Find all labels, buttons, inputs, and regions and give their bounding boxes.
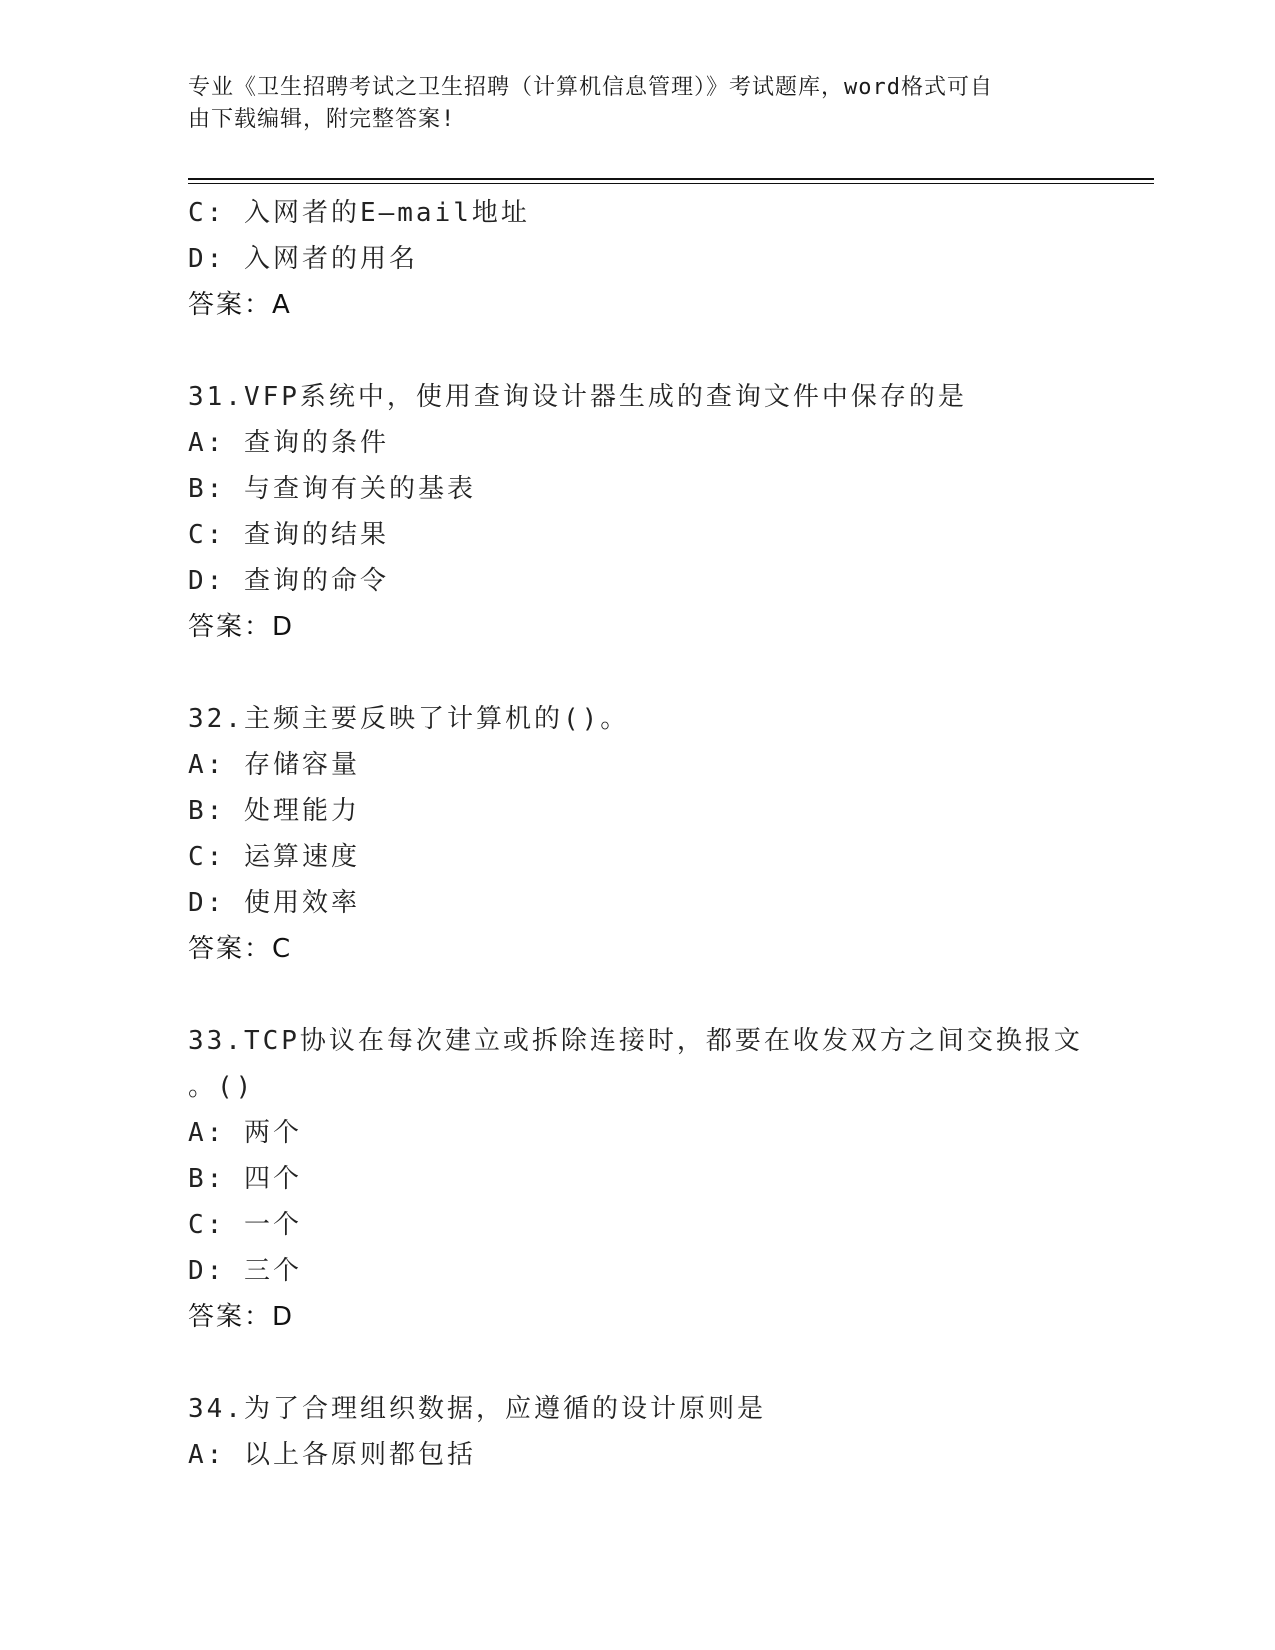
answer: 答案：A	[188, 290, 292, 320]
option-c: C: 查询的结果	[188, 520, 389, 550]
option-b: B: 与查询有关的基表	[188, 474, 476, 504]
question-title: 33.TCP协议在每次建立或拆除连接时，都要在收发双方之间交换报文	[188, 1026, 1083, 1056]
option-a: A: 两个	[188, 1118, 302, 1148]
option-d: D: 三个	[188, 1256, 302, 1286]
question-title: 31.VFP系统中，使用查询设计器生成的查询文件中保存的是	[188, 382, 967, 412]
option-b: B: 处理能力	[188, 796, 360, 826]
option-c: C: 入网者的E—mail地址	[188, 198, 530, 228]
question-31	[188, 374, 1088, 650]
option-d: D: 查询的命令	[188, 566, 389, 596]
question-title: 32.主频主要反映了计算机的()。	[188, 704, 630, 734]
option-b: B: 四个	[188, 1164, 302, 1194]
document-header	[188, 72, 1068, 136]
option-a: A: 存储容量	[188, 750, 360, 780]
option-a: A: 查询的条件	[188, 428, 389, 458]
header-line-1: 专业《卫生招聘考试之卫生招聘（计算机信息管理）》考试题库，word格式可自	[188, 75, 993, 100]
question-34	[188, 1386, 1088, 1478]
continued-question	[188, 190, 1088, 328]
header-divider-thick	[188, 178, 1154, 180]
option-d: D: 使用效率	[188, 888, 360, 918]
option-c: C: 运算速度	[188, 842, 360, 872]
question-32	[188, 696, 1088, 972]
option-c: C: 一个	[188, 1210, 302, 1240]
option-a: A: 以上各原则都包括	[188, 1440, 476, 1470]
header-divider-thin	[188, 183, 1154, 184]
question-title-continued: 。()	[188, 1072, 255, 1102]
answer: 答案：D	[188, 612, 295, 642]
question-title: 34.为了合理组织数据，应遵循的设计原则是	[188, 1394, 766, 1424]
question-list	[188, 190, 1088, 1478]
answer: 答案：D	[188, 1302, 295, 1332]
question-33	[188, 1018, 1088, 1340]
header-line-2: 由下载编辑，附完整答案!	[188, 107, 456, 132]
answer: 答案：C	[188, 934, 293, 964]
option-d: D: 入网者的用名	[188, 244, 418, 274]
